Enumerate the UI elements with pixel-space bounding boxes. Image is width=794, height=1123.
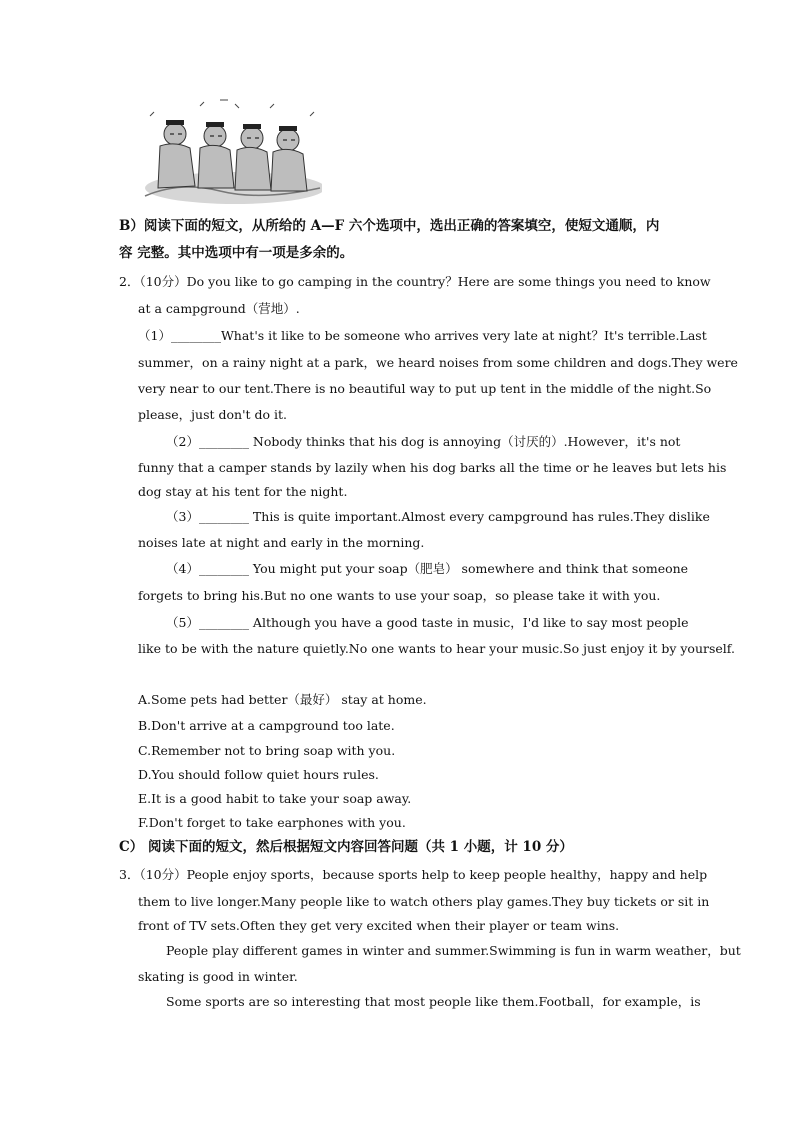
paragraph-4-line: （4）________ You might put your soap（肥皂） somewhere and think that someone (166, 561, 689, 576)
paragraph-3-line: noises late at night and early in the morning. (138, 535, 425, 550)
question-3-line: People play different games in winter and summer.Swimming is fun in warm weather，but (166, 943, 741, 958)
question-3-line: skating is good in winter. (138, 969, 298, 984)
campers-cartoon-illustration (140, 96, 322, 206)
section-b-heading-cont: 容 完整。其中选项中有一项是多余的。 (119, 245, 354, 261)
paragraph-5-line: like to be with the nature quietly.No one wants to hear your music.So just enjoy it by yourself. (138, 641, 735, 656)
option-c: C.Remember not to bring soap with you. (138, 743, 396, 758)
option-d: D.You should follow quiet hours rules. (138, 767, 379, 782)
option-e: E.It is a good habit to take your soap away. (138, 791, 412, 806)
question-points: （10分） (139, 274, 187, 289)
question-number: 3． (119, 867, 140, 882)
question-3-line: front of TV sets.Often they get very excited when their player or team wins. (138, 918, 620, 933)
question-3-line (119, 867, 708, 883)
option-a: A.Some pets had better（最好） stay at home. (138, 692, 427, 707)
paragraph-3-line: （3）________ This is quite important.Almost every campground has rules.They dislike (166, 509, 710, 524)
option-b: B.Don't arrive at a campground too late. (138, 718, 395, 733)
paragraph-1-line: （1）________What's it like to be someone who arrives very late at night？It's terrible.Last (138, 328, 707, 343)
q3-text: People enjoy sports，because sports help to keep people healthy，happy and help (186, 867, 708, 882)
question-number: 2． (119, 274, 140, 289)
question-points: （10分） (139, 867, 187, 882)
paragraph-1-line: please，just don't do it. (138, 407, 288, 422)
paragraph-2-line: （2）________ Nobody thinks that his dog is annoying（讨厌的）.However，it's not (166, 434, 681, 449)
paragraph-4-line: forgets to bring his.But no one wants to use your soap，so please take it with you. (138, 588, 661, 603)
option-f: F.Don't forget to take earphones with you. (138, 815, 406, 830)
paragraph-1-line: very near to our tent.There is no beautiful way to put up tent in the middle of the night.So (138, 381, 712, 396)
paragraph-2-line: funny that a camper stands by lazily when his dog barks all the time or he leaves but lets his (138, 460, 727, 475)
paragraph-1-line: summer，on a rainy night at a park，we heard noises from some children and dogs.They were (138, 355, 738, 370)
question-2-intro (119, 274, 711, 290)
question-3-line: them to live longer.Many people like to watch others play games.They buy tickets or sit in (138, 894, 710, 909)
section-c-heading: C） 阅读下面的短文，然后根据短文内容回答问题（共 1 小题，计 10 分） (119, 839, 573, 855)
question-3-line: Some sports are so interesting that most people like them.Football，for example，is (166, 994, 701, 1009)
question-2-intro-cont: at a campground（营地）. (138, 301, 300, 316)
intro-text: Do you like to go camping in the country？Here are some things you need to know (186, 274, 711, 289)
paragraph-2-line: dog stay at his tent for the night. (138, 484, 348, 499)
section-b-heading: B）阅读下面的短文，从所给的 A—F 六个选项中，选出正确的答案填空，使短文通顺，内 (119, 218, 660, 234)
paragraph-5-line: （5）________ Although you have a good taste in music，I'd like to say most people (166, 615, 689, 630)
